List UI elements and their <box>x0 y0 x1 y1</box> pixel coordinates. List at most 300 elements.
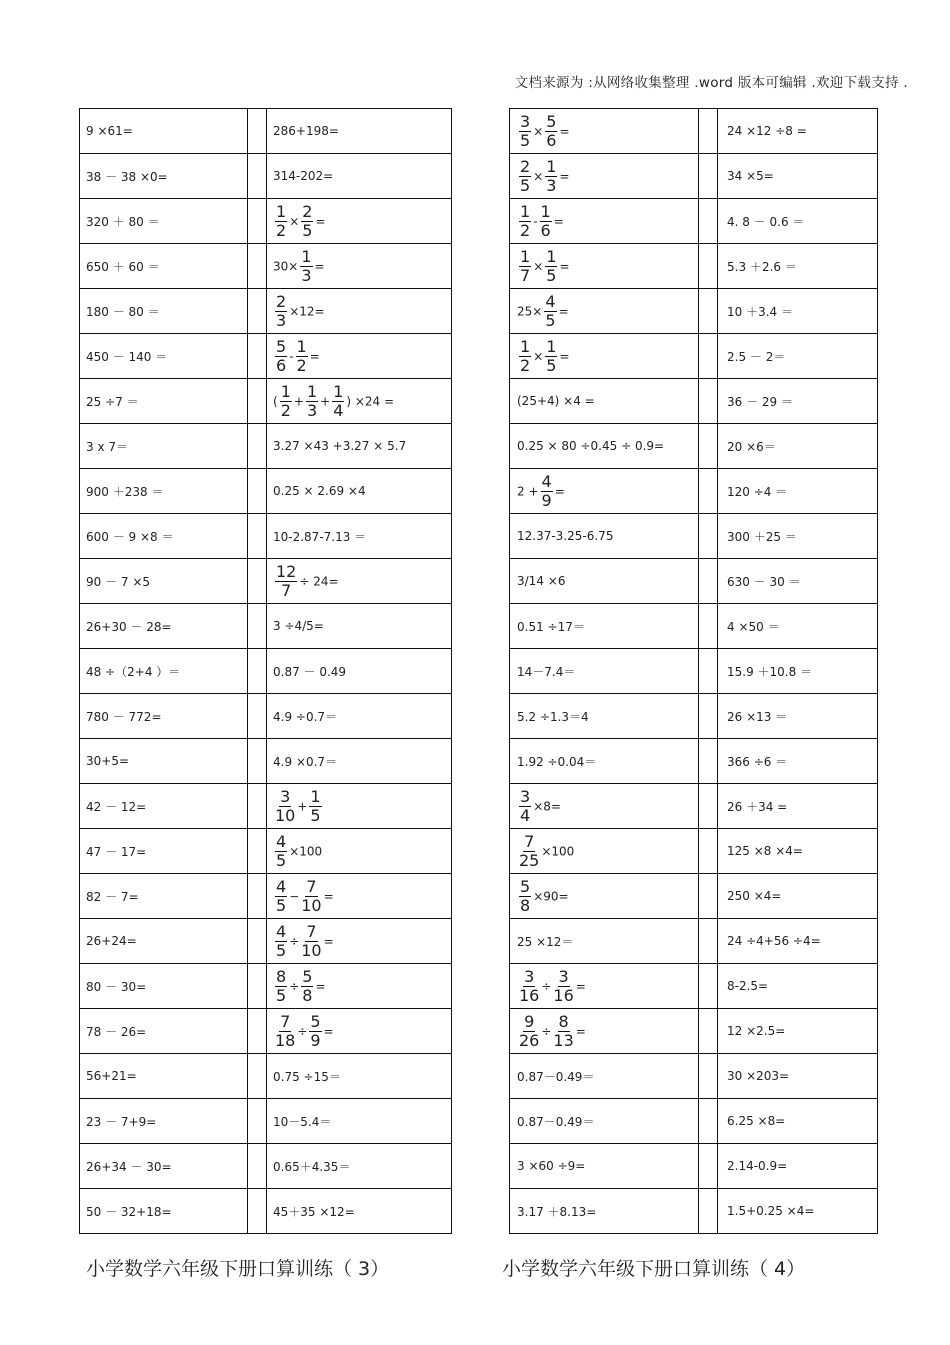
answer-gap-cell <box>699 469 718 514</box>
operator: ÷ <box>297 1024 308 1038</box>
fraction <box>545 113 557 150</box>
problem-cell <box>267 334 452 379</box>
operator: = <box>559 124 570 138</box>
operator: = <box>559 349 570 363</box>
table-row <box>80 199 452 244</box>
answer-gap-cell <box>248 1054 267 1099</box>
fraction <box>275 338 287 375</box>
table-row <box>80 379 452 424</box>
denominator: 4 <box>520 805 531 825</box>
denominator: 6 <box>276 355 287 375</box>
problem-cell: 4.9 ×0.7＝ <box>267 739 452 784</box>
table-row <box>510 109 878 154</box>
problem-cell <box>510 964 699 1009</box>
numerator: 7 <box>306 876 317 896</box>
problem-cell: 80 － 30= <box>80 964 248 1009</box>
problem-cell: 23 － 7+9= <box>80 1099 248 1144</box>
operator: ÷ <box>289 979 300 993</box>
problem-cell: 3/14 ×6 <box>510 559 699 604</box>
problem-cell: 5.2 ÷1.3＝4 <box>510 694 699 739</box>
problem-cell: 1.92 ÷0.04＝ <box>510 739 699 784</box>
answer-gap-cell <box>248 559 267 604</box>
numerator: 4 <box>545 291 556 311</box>
problem-cell <box>267 199 452 244</box>
problem-cell: 900 ＋238 ＝ <box>80 469 248 514</box>
problem-cell: 26+34 － 30= <box>80 1144 248 1189</box>
operator: = <box>575 1024 586 1038</box>
numerator: 4 <box>276 831 287 851</box>
numerator: 4 <box>541 471 552 491</box>
problem-cell <box>267 964 452 1009</box>
denominator: 10 <box>301 940 322 960</box>
numerator: 3 <box>520 786 531 806</box>
fraction <box>309 788 321 825</box>
answer-gap-cell <box>699 244 718 289</box>
table-row <box>80 874 452 919</box>
problem-cell <box>267 379 452 424</box>
numerator: 5 <box>546 111 557 131</box>
fraction <box>541 473 553 510</box>
fraction <box>519 248 531 285</box>
answer-gap-cell <box>248 739 267 784</box>
answer-gap-cell <box>248 874 267 919</box>
problem-cell: 26 ×13 ＝ <box>718 694 878 739</box>
table-row <box>510 1189 878 1234</box>
table-row <box>510 1144 878 1189</box>
problem-cell: 4.9 ÷0.7＝ <box>267 694 452 739</box>
operator: ×90= <box>533 889 569 903</box>
worksheet-title-3: 小学数学六年级下册口算训练（ 3） <box>86 1258 390 1280</box>
problem-cell <box>510 289 699 334</box>
numerator: 1 <box>333 381 344 401</box>
operator: ) ×24 = <box>346 394 395 408</box>
table-row <box>510 784 878 829</box>
problem-cell: 30 ×203= <box>718 1054 878 1099</box>
fraction <box>309 1013 321 1050</box>
answer-gap-cell <box>248 154 267 199</box>
operator: + <box>293 394 304 408</box>
denominator: 3 <box>301 265 312 285</box>
denominator: 25 <box>519 850 540 870</box>
operator: = <box>559 259 570 273</box>
problem-cell: 300 ＋25 ＝ <box>718 514 878 559</box>
problem-cell: 90 － 7 ×5 <box>80 559 248 604</box>
operator: - <box>289 349 294 363</box>
table-row <box>80 604 452 649</box>
problem-cell: 14－7.4＝ <box>510 649 699 694</box>
problem-cell <box>267 1009 452 1054</box>
operator: ×100 <box>541 844 575 858</box>
problem-cell: 26+24= <box>80 919 248 964</box>
problem-cell <box>510 874 699 919</box>
denominator: 5 <box>310 805 321 825</box>
answer-gap-cell <box>248 1144 267 1189</box>
operator: = <box>315 979 326 993</box>
problem-cell: 12 ×2.5= <box>718 1009 878 1054</box>
denominator: 10 <box>275 805 296 825</box>
table-row <box>510 379 878 424</box>
answer-gap-cell <box>699 829 718 874</box>
problem-cell: 120 ÷4 ＝ <box>718 469 878 514</box>
problem-cell: 10-2.87-7.13 ＝ <box>267 514 452 559</box>
denominator: 5 <box>546 355 557 375</box>
fraction <box>332 383 344 420</box>
table-row <box>80 334 452 379</box>
operator: × <box>533 169 544 183</box>
numerator: 1 <box>310 786 321 806</box>
problem-cell: 25 ÷7 ＝ <box>80 379 248 424</box>
operator: - <box>533 214 538 228</box>
answer-gap-cell <box>248 1009 267 1054</box>
numerator: 5 <box>276 336 287 356</box>
operator: = <box>314 259 325 273</box>
operator: + <box>297 799 308 813</box>
answer-gap-cell <box>699 199 718 244</box>
problem-cell: 10 ＋3.4 ＝ <box>718 289 878 334</box>
problem-cell: 3.17 ＋8.13= <box>510 1189 699 1234</box>
table-row <box>80 154 452 199</box>
problem-cell: 56+21= <box>80 1054 248 1099</box>
problem-cell <box>510 784 699 829</box>
numerator: 1 <box>546 156 557 176</box>
denominator: 2 <box>276 220 287 240</box>
problem-cell <box>510 469 699 514</box>
problem-cell: 3 ÷4/5= <box>267 604 452 649</box>
problem-cell: 26 ＋34 = <box>718 784 878 829</box>
answer-gap-cell <box>248 199 267 244</box>
operator: − <box>289 889 300 903</box>
answer-gap-cell <box>699 649 718 694</box>
operator: = <box>554 484 565 498</box>
fraction <box>519 338 531 375</box>
operator: = <box>323 1024 334 1038</box>
problem-cell: 48 ÷（2+4 ）＝ <box>80 649 248 694</box>
fraction <box>275 833 287 870</box>
answer-gap-cell <box>248 379 267 424</box>
denominator: 6 <box>546 130 557 150</box>
problem-cell: 0.87 － 0.49 <box>267 649 452 694</box>
answer-gap-cell <box>248 1189 267 1234</box>
operator: 30× <box>273 259 299 273</box>
fraction <box>519 113 531 150</box>
answer-gap-cell <box>248 1099 267 1144</box>
problem-cell: 0.75 ÷15＝ <box>267 1054 452 1099</box>
operator: ÷ <box>541 979 552 993</box>
numerator: 9 <box>524 1011 535 1031</box>
denominator: 7 <box>281 580 292 600</box>
problem-cell: 50 － 32+18= <box>80 1189 248 1234</box>
problem-cell: 630 － 30 ＝ <box>718 559 878 604</box>
fraction <box>545 338 557 375</box>
problem-cell: 38 － 38 ×0= <box>80 154 248 199</box>
table-row <box>80 424 452 469</box>
problem-cell <box>510 334 699 379</box>
operator: ÷ 24= <box>299 574 339 588</box>
numerator: 4 <box>276 921 287 941</box>
problem-cell: 45＋35 ×12= <box>267 1189 452 1234</box>
problem-cell: 286+198= <box>267 109 452 154</box>
denominator: 16 <box>519 985 540 1005</box>
problem-cell: 15.9 ＋10.8 ＝ <box>718 649 878 694</box>
answer-gap-cell <box>699 1144 718 1189</box>
denominator: 2 <box>520 220 531 240</box>
problem-cell <box>267 559 452 604</box>
fraction <box>544 293 556 330</box>
problem-cell: 366 ÷6 ＝ <box>718 739 878 784</box>
numerator: 1 <box>276 201 287 221</box>
numerator: 2 <box>520 156 531 176</box>
fraction <box>545 158 557 195</box>
fraction <box>275 878 287 915</box>
fraction <box>540 203 552 240</box>
numerator: 8 <box>276 966 287 986</box>
answer-gap-cell <box>699 1009 718 1054</box>
denominator: 9 <box>310 1030 321 1050</box>
answer-gap-cell <box>248 964 267 1009</box>
numerator: 7 <box>306 921 317 941</box>
problem-cell: 82 － 7= <box>80 874 248 919</box>
problem-cell: 780 － 772= <box>80 694 248 739</box>
numerator: 1 <box>296 336 307 356</box>
answer-gap-cell <box>248 649 267 694</box>
problem-cell <box>510 109 699 154</box>
numerator: 5 <box>310 1011 321 1031</box>
table-row <box>80 1189 452 1234</box>
fraction <box>301 203 313 240</box>
numerator: 12 <box>276 561 297 581</box>
denominator: 2 <box>520 355 531 375</box>
problem-cell: 0.65＋4.35＝ <box>267 1144 452 1189</box>
denominator: 5 <box>520 175 531 195</box>
operator: = <box>315 214 326 228</box>
numerator: 7 <box>280 1011 291 1031</box>
problem-cell: 10－5.4＝ <box>267 1099 452 1144</box>
fraction <box>519 788 531 825</box>
fraction <box>519 968 539 1005</box>
problem-cell <box>267 829 452 874</box>
answer-gap-cell <box>699 424 718 469</box>
problem-cell <box>267 919 452 964</box>
denominator: 8 <box>302 985 313 1005</box>
problem-cell: 0.25 × 80 ÷0.45 ÷ 0.9= <box>510 424 699 469</box>
numerator: 8 <box>558 1011 569 1031</box>
operator: × <box>533 349 544 363</box>
fraction <box>519 833 539 870</box>
denominator: 3 <box>276 310 287 330</box>
problem-cell: 47 － 17= <box>80 829 248 874</box>
table-row <box>510 289 878 334</box>
numerator: 5 <box>520 876 531 896</box>
numerator: 5 <box>302 966 313 986</box>
problem-cell: 314-202= <box>267 154 452 199</box>
answer-gap-cell <box>248 334 267 379</box>
problem-cell: 36 － 29 ＝ <box>718 379 878 424</box>
denominator: 5 <box>545 310 556 330</box>
problem-cell: 0.25 × 2.69 ×4 <box>267 469 452 514</box>
table-row <box>510 1099 878 1144</box>
problem-cell <box>267 784 452 829</box>
denominator: 26 <box>519 1030 540 1050</box>
answer-gap-cell <box>699 289 718 334</box>
table-row <box>80 559 452 604</box>
fraction <box>519 1013 539 1050</box>
operator: = <box>553 214 564 228</box>
table-row <box>510 1054 878 1099</box>
operator: = <box>323 934 334 948</box>
answer-gap-cell <box>699 1054 718 1099</box>
denominator: 5 <box>276 850 287 870</box>
problem-cell: 78 － 26= <box>80 1009 248 1054</box>
operator: = <box>575 979 586 993</box>
table-row <box>80 964 452 1009</box>
operator: = <box>309 349 320 363</box>
problem-cell <box>510 1009 699 1054</box>
numerator: 1 <box>540 201 551 221</box>
operator: = <box>323 889 334 903</box>
problem-cell: (25+4) ×4 = <box>510 379 699 424</box>
problem-cell <box>267 244 452 289</box>
answer-gap-cell <box>699 109 718 154</box>
problem-cell: 24 ×12 ÷8 = <box>718 109 878 154</box>
table-row <box>80 829 452 874</box>
problem-cell: 8-2.5= <box>718 964 878 1009</box>
answer-gap-cell <box>699 874 718 919</box>
numerator: 7 <box>524 831 535 851</box>
fraction <box>519 158 531 195</box>
answer-gap-cell <box>699 379 718 424</box>
denominator: 8 <box>520 895 531 915</box>
table-row <box>510 199 878 244</box>
problem-cell: 20 ×6＝ <box>718 424 878 469</box>
answer-gap-cell <box>699 964 718 1009</box>
operator: × <box>533 259 544 273</box>
table-row <box>80 514 452 559</box>
fraction <box>306 383 318 420</box>
fraction <box>275 293 287 330</box>
numerator: 3 <box>524 966 535 986</box>
table-row <box>80 1054 452 1099</box>
worksheet-title-4: 小学数学六年级下册口算训练（ 4） <box>502 1258 806 1280</box>
fraction <box>519 203 531 240</box>
problem-cell <box>510 199 699 244</box>
operator: ×12= <box>289 304 325 318</box>
fraction <box>280 383 292 420</box>
problem-cell: 0.51 ÷17＝ <box>510 604 699 649</box>
table-row <box>510 469 878 514</box>
numerator: 3 <box>520 111 531 131</box>
table-row <box>510 424 878 469</box>
table-row <box>510 514 878 559</box>
problem-cell: 30+5= <box>80 739 248 784</box>
operator: + <box>320 394 331 408</box>
answer-gap-cell <box>248 469 267 514</box>
denominator: 18 <box>275 1030 296 1050</box>
numerator: 2 <box>276 291 287 311</box>
problem-cell: 24 ÷4+56 ÷4= <box>718 919 878 964</box>
problem-cell: 600 － 9 ×8 ＝ <box>80 514 248 559</box>
fraction <box>275 968 287 1005</box>
numerator: 3 <box>280 786 291 806</box>
fraction <box>275 788 295 825</box>
numerator: 4 <box>276 876 287 896</box>
operator: × <box>533 124 544 138</box>
denominator: 5 <box>546 265 557 285</box>
denominator: 13 <box>553 1030 574 1050</box>
table-row <box>510 694 878 739</box>
problem-cell: 9 ×61= <box>80 109 248 154</box>
problem-cell <box>267 289 452 334</box>
numerator: 1 <box>520 246 531 266</box>
operator: 2 + <box>517 484 539 498</box>
table-row <box>510 919 878 964</box>
problem-cell: 650 ＋ 60 ＝ <box>80 244 248 289</box>
problem-cell: 3 x 7＝ <box>80 424 248 469</box>
numerator: 1 <box>546 336 557 356</box>
fraction <box>545 248 557 285</box>
problem-cell: 12.37-3.25-6.75 <box>510 514 699 559</box>
fraction <box>275 563 297 600</box>
table-row <box>510 964 878 1009</box>
answer-gap-cell <box>699 514 718 559</box>
denominator: 5 <box>276 985 287 1005</box>
answer-gap-cell <box>699 559 718 604</box>
problem-cell: 6.25 ×8= <box>718 1099 878 1144</box>
table-row <box>80 649 452 694</box>
denominator: 3 <box>306 400 318 420</box>
problem-cell <box>510 829 699 874</box>
table-row <box>80 1009 452 1054</box>
numerator: 2 <box>302 201 313 221</box>
problem-cell: 0.87－0.49＝ <box>510 1099 699 1144</box>
problem-cell: 450 － 140 ＝ <box>80 334 248 379</box>
problem-cell: 2.5 － 2＝ <box>718 334 878 379</box>
answer-gap-cell <box>699 154 718 199</box>
problem-cell: 0.87－0.49＝ <box>510 1054 699 1099</box>
denominator: 4 <box>333 400 344 420</box>
problem-cell: 4. 8 － 0.6 ＝ <box>718 199 878 244</box>
table-row <box>510 604 878 649</box>
table-row <box>80 289 452 334</box>
table-row <box>80 469 452 514</box>
denominator: 6 <box>540 220 551 240</box>
fraction <box>275 1013 295 1050</box>
fraction <box>275 203 287 240</box>
denominator: 5 <box>520 130 531 150</box>
table-row <box>80 739 452 784</box>
answer-gap-cell <box>699 784 718 829</box>
fraction <box>300 248 312 285</box>
fraction <box>519 878 531 915</box>
denominator: 3 <box>546 175 557 195</box>
answer-gap-cell <box>699 334 718 379</box>
operator: = <box>558 304 569 318</box>
fraction <box>553 968 573 1005</box>
operator: 25× <box>517 304 543 318</box>
table-row <box>80 109 452 154</box>
denominator: 5 <box>276 895 287 915</box>
answer-gap-cell <box>248 289 267 334</box>
answer-gap-cell <box>248 424 267 469</box>
table-row <box>80 1099 452 1144</box>
problem-cell: 3 ×60 ÷9= <box>510 1144 699 1189</box>
worksheet-table-right <box>509 108 878 1234</box>
problem-cell <box>510 244 699 289</box>
problem-cell: 125 ×8 ×4= <box>718 829 878 874</box>
table-row <box>510 154 878 199</box>
table-row <box>80 694 452 739</box>
answer-gap-cell <box>248 514 267 559</box>
answer-gap-cell <box>248 829 267 874</box>
